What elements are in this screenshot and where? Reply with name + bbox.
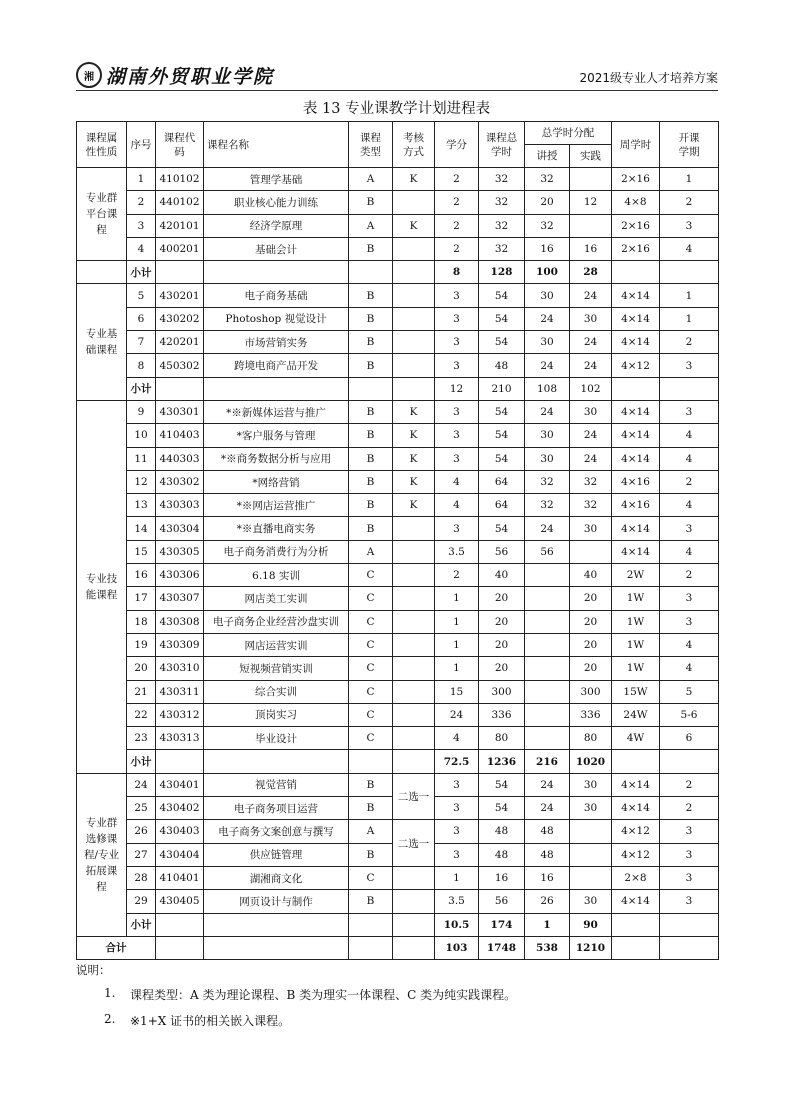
table-row: 21 430311 综合实训 C 15 300 300 15W 5 xyxy=(77,680,719,703)
category-label: 专业基础课程 xyxy=(77,284,127,400)
table-row: 11 440303 *※商务数据分析与应用 B K 3 54 30 24 4×14 4 xyxy=(77,447,719,470)
grand-total-row: 合计 103 1748 538 1210 xyxy=(77,936,719,959)
table-row: 10 410403 *客户服务与管理 B K 3 54 30 24 4×14 4 xyxy=(77,424,719,447)
table-row: 29 430405 网页设计与制作 B 3.5 56 26 30 4×14 3 xyxy=(77,890,719,913)
subtotal-row: 小计 72.5 1236 216 1020 xyxy=(77,750,719,773)
choose-one-label: 二选一 xyxy=(393,773,435,820)
table-row: 16 430306 6.18 实训 C 2 40 40 2W 2 xyxy=(77,564,719,587)
table-row: 7 420201 市场营销实务 B 3 54 30 24 4×14 2 xyxy=(77,331,719,354)
category-label: 专业群选修课程/专业拓展课程 xyxy=(77,773,127,936)
category-label: 专业技能课程 xyxy=(77,400,127,773)
table-row: 专业群平台课程 1 410102 管理学基础 A K 2 32 32 2×16 1 xyxy=(77,168,719,191)
table-row: 27 430404 供应链管理 B 3 48 48 4×12 3 xyxy=(77,843,719,866)
plan-title: 2021级专业人才培养方案 xyxy=(579,71,718,85)
table-row: 17 430307 网店美工实训 C 1 20 20 1W 3 xyxy=(77,587,719,610)
table-row: 3 420101 经济学原理 A K 2 32 32 2×16 3 xyxy=(77,214,719,237)
col-category: 课程属性性质 xyxy=(77,122,127,168)
col-practice: 实践 xyxy=(570,145,612,168)
table-row: 专业技能课程 9 430301 *※新媒体运营与推广 B K 3 54 24 30 4×14 3 xyxy=(77,400,719,423)
table-title: 表 13 专业课教学计划进程表 xyxy=(302,101,491,117)
note-item: 1. 课程类型：A 类为理论课程、B 类为理实一体课程、C 类为纯实践课程。 xyxy=(104,986,517,1002)
school-seal-icon: 湘 xyxy=(76,62,102,88)
col-total-hours: 课程总学时 xyxy=(479,122,525,168)
table-row: 专业群选修课程/专业拓展课程 24 430401 视觉营销 B 二选一 3 54 24 30 4×14 2 xyxy=(77,773,719,796)
notes-label: 说明： xyxy=(76,963,111,977)
table-row: 专业基础课程 5 430201 电子商务基础 B 3 54 30 24 4×14 1 xyxy=(77,284,719,307)
notes-section xyxy=(76,962,718,1038)
col-name: 课程名称 xyxy=(204,122,349,168)
table-row: 18 430308 电子商务企业经营沙盘实训 C 1 20 20 1W 3 xyxy=(77,610,719,633)
school-name: 湖南外贸职业学院 xyxy=(106,65,275,88)
school-logo xyxy=(76,62,274,88)
table-row: 22 430312 顶岗实习 C 24 336 336 24W 5-6 xyxy=(77,703,719,726)
table-row: 26 430403 电子商务文案创意与撰写 A 二选一 3 48 48 4×12 3 xyxy=(77,820,719,843)
col-alloc: 总学时分配 xyxy=(525,122,612,145)
table-row: 8 450302 跨境电商产品开发 B 3 48 24 24 4×12 3 xyxy=(77,354,719,377)
col-credit: 学分 xyxy=(435,122,479,168)
table-row: 2 440102 职业核心能力训练 B 2 32 20 12 4×8 2 xyxy=(77,191,719,214)
category-label: 专业群平台课程 xyxy=(77,168,127,261)
table-row: 25 430402 电子商务项目运营 B 3 54 24 30 4×14 2 xyxy=(77,797,719,820)
table-row: 4 400201 基础会计 B 2 32 16 16 2×16 4 xyxy=(77,237,719,260)
table-row: 15 430305 电子商务消费行为分析 A 3.5 56 56 4×14 4 xyxy=(77,540,719,563)
page-header xyxy=(76,62,718,91)
subtotal-row: 小计 12 210 108 102 xyxy=(77,377,719,400)
col-seq: 序号 xyxy=(127,122,156,168)
note-item: 2. ※1+X 证书的相关嵌入课程。 xyxy=(104,1012,291,1028)
course-plan-table xyxy=(76,121,719,960)
table-row: 28 410401 湖湘商文化 C 1 16 16 2×8 3 xyxy=(77,866,719,889)
col-weekly: 周学时 xyxy=(612,122,660,168)
col-type: 课程类型 xyxy=(349,122,393,168)
table-row: 14 430304 *※直播电商实务 B 3 54 24 30 4×14 3 xyxy=(77,517,719,540)
col-exam: 考核方式 xyxy=(393,122,435,168)
col-term: 开课学期 xyxy=(660,122,719,168)
table-row: 13 430303 *※网店运营推广 B K 4 64 32 32 4×16 4 xyxy=(77,494,719,517)
subtotal-row: 小计 10.5 174 1 90 xyxy=(77,913,719,936)
table-row: 19 430309 网店运营实训 C 1 20 20 1W 4 xyxy=(77,633,719,656)
table-row: 12 430302 *网络营销 B K 4 64 32 32 4×16 2 xyxy=(77,470,719,493)
col-lecture: 讲授 xyxy=(525,145,570,168)
choose-one-label: 二选一 xyxy=(393,820,435,867)
col-code: 课程代码 xyxy=(156,122,204,168)
table-row: 6 430202 Photoshop 视觉设计 B 3 54 24 30 4×14 1 xyxy=(77,307,719,330)
table-row: 20 430310 短视频营销实训 C 1 20 20 1W 4 xyxy=(77,657,719,680)
subtotal-row: 小计 8 128 100 28 xyxy=(77,261,719,284)
table-row: 23 430313 毕业设计 C 4 80 80 4W 6 xyxy=(77,727,719,750)
